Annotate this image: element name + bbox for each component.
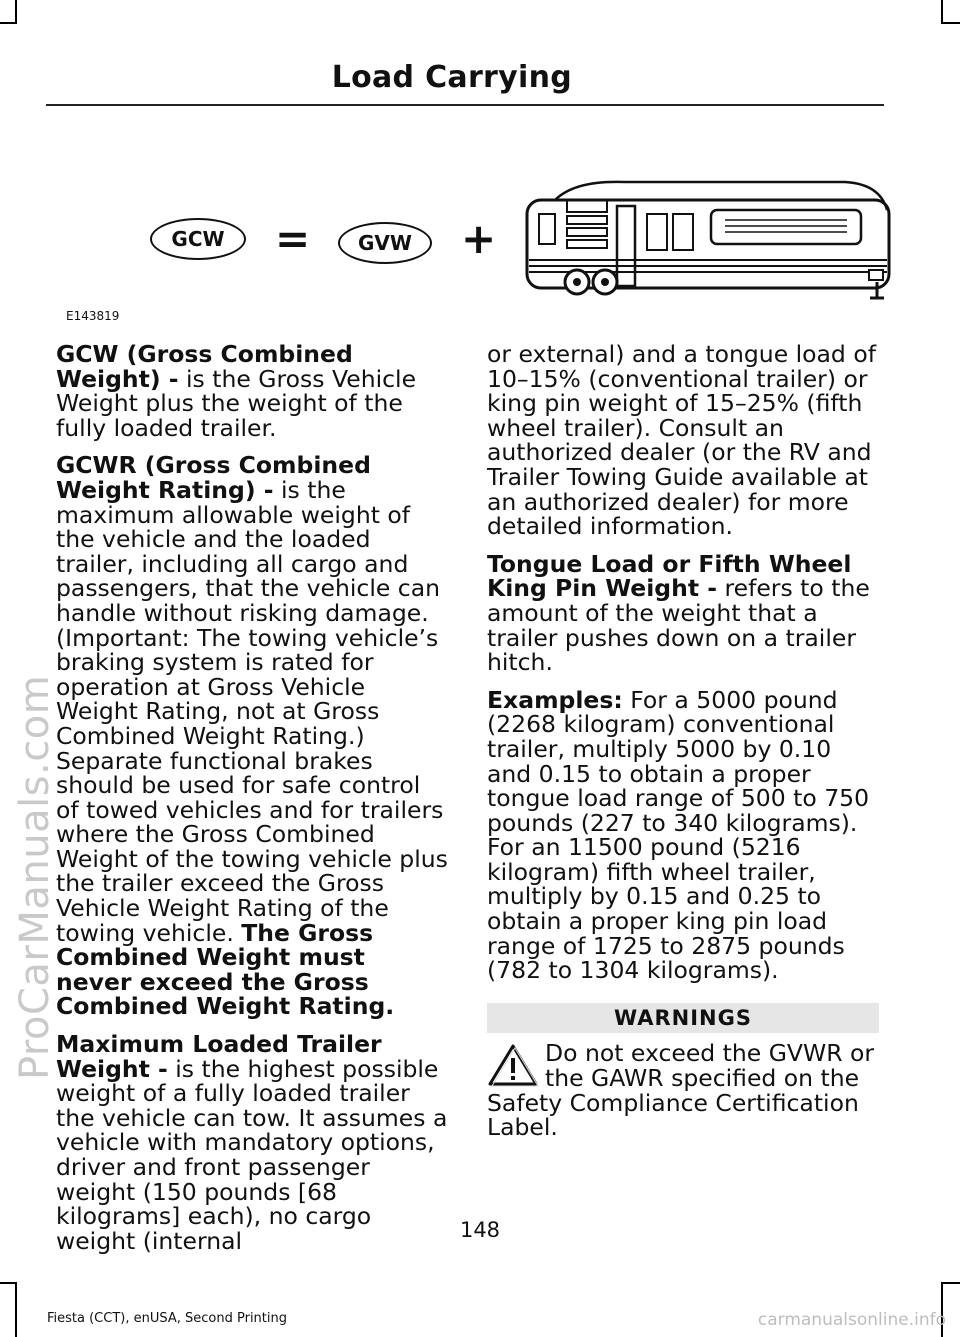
definition-gcw xyxy=(56,342,448,440)
continued-paragraph: or external) and a tongue load of 10–15% (conventional trailer) or king pin weight of 15–25% (fifth wheel trailer). Consult an authorized dealer (or the RV and Trailer Towing Guide available at an authorized dealer) for more detailed information. xyxy=(487,340,876,541)
term-gcw: GCW (Gross Combined Weight) - xyxy=(56,340,353,393)
term-tongue-load: Tongue Load or Fifth Wheel King Pin Weight - xyxy=(487,549,852,603)
watermark: ProCarManuals.com xyxy=(12,674,58,1080)
text-max-trailer-weight: is the highest possible weight of a fully loaded trailer the vehicle can tow. It assumes a vehicle with mandatory options, driver and front passenger weight (150 pounds [68 kilograms] each), no cargo weight (internal xyxy=(56,1054,448,1255)
gcw-equation-figure xyxy=(140,170,900,310)
travel-trailer-icon xyxy=(515,170,900,300)
page-number: 148 xyxy=(459,1218,501,1242)
text-gcw: is the Gross Vehicle Weight plus the weight of the fully loaded trailer. xyxy=(56,364,417,442)
crop-mark xyxy=(941,1282,960,1284)
gcw-oval xyxy=(150,218,246,260)
figure-id: E143819 xyxy=(66,309,120,323)
header-divider xyxy=(46,104,884,106)
term-max-trailer-weight: Maximum Loaded Trailer Weight - xyxy=(56,1030,382,1083)
term-gcwr: GCWR (Gross Combined Weight Rating) - xyxy=(56,451,371,504)
equals-sign: = xyxy=(275,214,311,263)
warning-item xyxy=(487,1039,879,1142)
gvw-oval xyxy=(338,222,432,264)
warnings-heading: WARNINGS xyxy=(487,1003,879,1034)
crop-mark xyxy=(0,1282,17,1284)
gcw-label: GCW xyxy=(171,227,225,251)
text-gcwr: is the maximum allowable weight of the vehicle and the loaded trailer, including all cargo and passengers, that the vehicle can handle without risking damage. (Important: The towing vehicle’s braking system is rated for operation at Gross Vehicle Weight Rating, not at Gross Combined Weight Rating.) Separate functional brakes should be used for safe control of towed vehicles and for trailers where the Gross Combined Weight of the towing vehicle plus the trailer exceed the Gross Vehicle Weight Rating of the towing vehicle. xyxy=(56,475,448,947)
gcwr-emphasis: The Gross Combined Weight must never exceed the Gross Combined Weight Rating. xyxy=(56,918,395,1021)
page-title: Load Carrying xyxy=(331,60,572,95)
right-column xyxy=(487,342,879,1140)
crop-mark xyxy=(15,0,17,24)
warning-triangle-icon xyxy=(487,1043,539,1087)
definition-gcwr xyxy=(56,453,448,1019)
definition-tongue-load xyxy=(487,549,879,677)
crop-mark xyxy=(941,0,943,24)
gvw-label: GVW xyxy=(358,231,412,255)
plus-sign: + xyxy=(461,214,497,263)
crop-mark xyxy=(15,1282,17,1337)
left-column xyxy=(56,342,448,1266)
warning-text: Do not exceed the GVWR or the GAWR specified on the Safety Compliance Certification Label. xyxy=(487,1039,875,1142)
text-examples: For a 5000 pound (2268 kilogram) conventional trailer, multiply 5000 by 0.10 and 0.15 to obtain a proper tongue load range of 500 to 750 pounds (227 to 340 kilograms). For an 11500 pound (5216 kilogram) fifth wheel trailer, multiply by 0.15 and 0.25 to obtain a proper king pin load range of 1725 to 2875 pounds (782 to 1304 kilograms). xyxy=(487,685,870,985)
text-tongue-load: refers to the amount of the weight that a trailer pushes down on a trailer hitch. xyxy=(487,574,870,677)
crop-mark xyxy=(0,22,17,24)
examples-paragraph xyxy=(487,685,879,985)
footer-text: Fiesta (CCT), enUSA, Second Printing xyxy=(47,1311,287,1326)
term-examples: Examples: xyxy=(487,685,623,714)
watermark-bottom: carmanualsonline.info xyxy=(757,1310,946,1330)
crop-mark xyxy=(941,22,960,24)
